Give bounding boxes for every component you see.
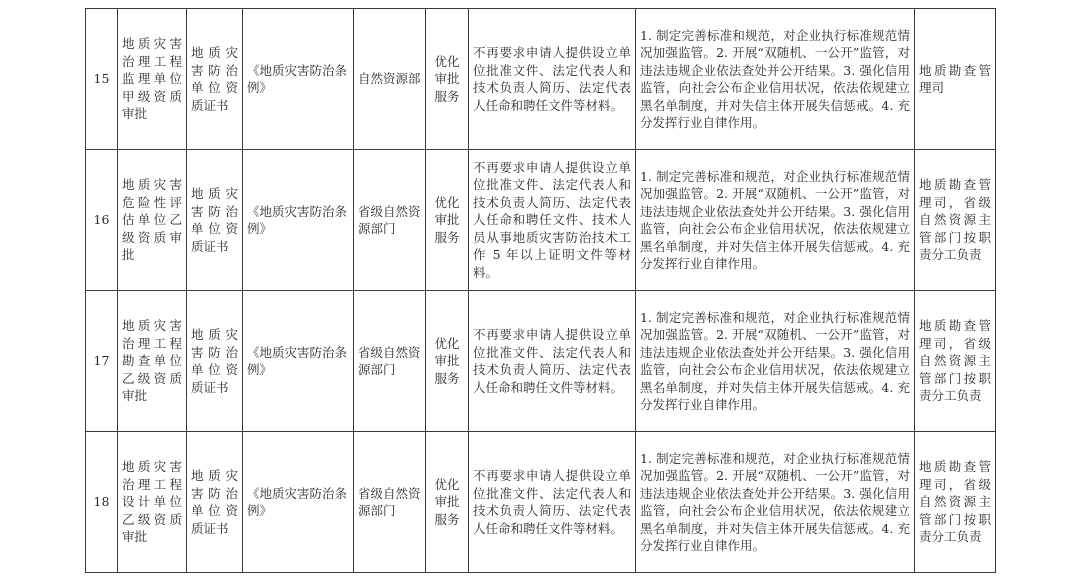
table-row <box>86 291 996 432</box>
responsible-unit: 地质勘查管理司，省级自然资源主管部门按职责分工负责 <box>915 432 996 573</box>
approving-department: 自然资源部 <box>354 9 426 150</box>
reform-details: 不再要求申请人提供设立单位批准文件、法定代表人和技术负责人简历、法定代表人任命和聘任文件等材料。 <box>469 291 636 432</box>
supervision-measures: 1. 制定完善标准和规范，对企业执行标准规范情况加强监管。2. 开展“双随机、一公开”监管，对违法违规企业依法查处并公开结果。3. 强化信用监管，向社会公布企业信用状况，依法依规建立黑名单制度，并对失信主体开展失信惩戒。4. 充分发挥行业自律作用。 <box>636 150 915 291</box>
certificate-name: 地质灾害防治单位资质证书 <box>187 9 243 150</box>
row-number: 15 <box>86 9 118 150</box>
legal-basis: 《地质灾害防治条例》 <box>243 291 354 432</box>
table-row <box>86 150 996 291</box>
responsible-unit: 地质勘查管理司 <box>915 9 996 150</box>
reform-details: 不再要求申请人提供设立单位批准文件、法定代表人和技术负责人简历、法定代表人任命和聘任文件、技术人员从事地质灾害防治技术工作 5 年以上证明文件等材料。 <box>469 150 636 291</box>
approval-item: 地质灾害治理工程勘查单位乙级资质审批 <box>118 291 187 432</box>
legal-basis: 《地质灾害防治条例》 <box>243 150 354 291</box>
legal-basis: 《地质灾害防治条例》 <box>243 9 354 150</box>
approval-item: 地质灾害危险性评估单位乙级资质审批 <box>118 150 187 291</box>
row-number: 17 <box>86 291 118 432</box>
reform-measures-table <box>85 8 996 573</box>
table-row <box>86 432 996 573</box>
reform-mode: 优化审批服务 <box>426 150 469 291</box>
certificate-name: 地质灾害防治单位资质证书 <box>187 150 243 291</box>
reform-details: 不再要求申请人提供设立单位批准文件、法定代表人和技术负责人简历、法定代表人任命和聘任文件等材料。 <box>469 9 636 150</box>
approving-department: 省级自然资源部门 <box>354 291 426 432</box>
reform-mode: 优化审批服务 <box>426 432 469 573</box>
reform-details: 不再要求申请人提供设立单位批准文件、法定代表人和技术负责人简历、法定代表人任命和聘任文件等材料。 <box>469 432 636 573</box>
legal-basis: 《地质灾害防治条例》 <box>243 432 354 573</box>
approval-item: 地质灾害治理工程监理单位甲级资质审批 <box>118 9 187 150</box>
approving-department: 省级自然资源部门 <box>354 150 426 291</box>
responsible-unit: 地质勘查管理司，省级自然资源主管部门按职责分工负责 <box>915 150 996 291</box>
reform-mode: 优化审批服务 <box>426 9 469 150</box>
approving-department: 省级自然资源部门 <box>354 432 426 573</box>
supervision-measures: 1. 制定完善标准和规范，对企业执行标准规范情况加强监管。2. 开展“双随机、一公开”监管，对违法违规企业依法查处并公开结果。3. 强化信用监管，向社会公布企业信用状况，依法依规建立黑名单制度，并对失信主体开展失信惩戒。4. 充分发挥行业自律作用。 <box>636 9 915 150</box>
responsible-unit: 地质勘查管理司，省级自然资源主管部门按职责分工负责 <box>915 291 996 432</box>
certificate-name: 地质灾害防治单位资质证书 <box>187 291 243 432</box>
approval-item: 地质灾害治理工程设计单位乙级资质审批 <box>118 432 187 573</box>
table-row <box>86 9 996 150</box>
supervision-measures: 1. 制定完善标准和规范，对企业执行标准规范情况加强监管。2. 开展“双随机、一公开”监管，对违法违规企业依法查处并公开结果。3. 强化信用监管，向社会公布企业信用状况，依法依规建立黑名单制度，并对失信主体开展失信惩戒。4. 充分发挥行业自律作用。 <box>636 432 915 573</box>
supervision-measures: 1. 制定完善标准和规范，对企业执行标准规范情况加强监管。2. 开展“双随机、一公开”监管，对违法违规企业依法查处并公开结果。3. 强化信用监管，向社会公布企业信用状况，依法依规建立黑名单制度，并对失信主体开展失信惩戒。4. 充分发挥行业自律作用。 <box>636 291 915 432</box>
reform-mode: 优化审批服务 <box>426 291 469 432</box>
certificate-name: 地质灾害防治单位资质证书 <box>187 432 243 573</box>
row-number: 18 <box>86 432 118 573</box>
row-number: 16 <box>86 150 118 291</box>
